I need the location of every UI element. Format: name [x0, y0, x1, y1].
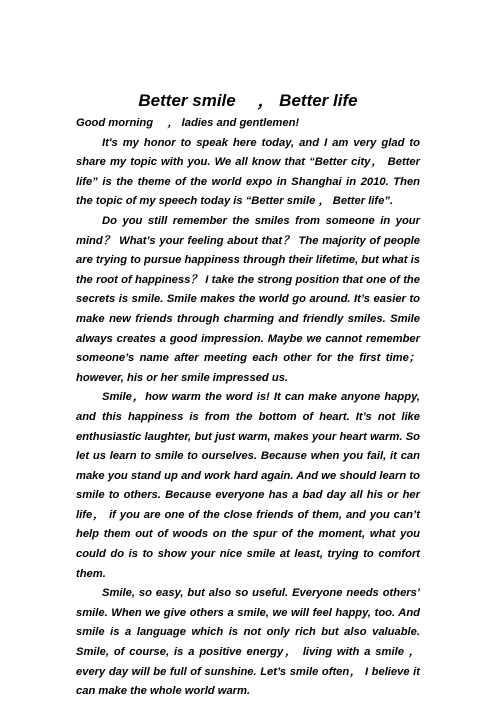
greeting-line: Good morning ， ladies and gentlemen! [76, 117, 300, 129]
paragraph-intro: It's my honor to speak here today, and I am very glad to share my topic with you. We all know that “Better city， Better life” is the theme of the world expo in Shanghai in 2010. Then the topic of my speech today is “Better smile ， Better life”. [76, 136, 420, 208]
paragraph-warm-word: Smile，how warm the word is! It can make anyone happy, and this happiness is from the bottom of heart. It’s not like enthusiastic laughter, but just warm, makes your heart warm. So let us learn to smile to ourselves. Because when you fail, it can make you stand up and work hard again. And we should learn to smile to others. Because everyone has a bad day all his or her life， if you are one of the close friends of them, and you can’t help them out of woods on the spur of the moment, what you could do is to show your nice smile at least, trying to comfort them. [76, 391, 420, 580]
document-title: Better smile ， Better life [138, 91, 358, 110]
paragraph-happiness: Do you still remember the smiles from someone in your mind？ What’s your feeling about that？ The majority of people are trying to pursue happiness through their lifetime, but what is the root of happiness？ I take the strong position that one of the secrets is smile. Smile makes the world go around. It’s easier to make new friends through charming and friendly smiles. Smile always creates a good impression. Maybe we cannot remember someone’s name after meeting each other for the first time； however, his or her smile impressed us. [76, 214, 420, 384]
paragraph-conclusion: Smile, so easy, but also so useful. Everyone needs others’ smile. When we give others a smile, we will feel happy, too. And smile is a language which is not only rich but also valuable. Smile, of course, is a positive energy， living with a smile ， every day will be full of sunshine. Let’s smile often， I believe it can make the whole world warm. [76, 587, 420, 698]
document-page [76, 88, 420, 702]
